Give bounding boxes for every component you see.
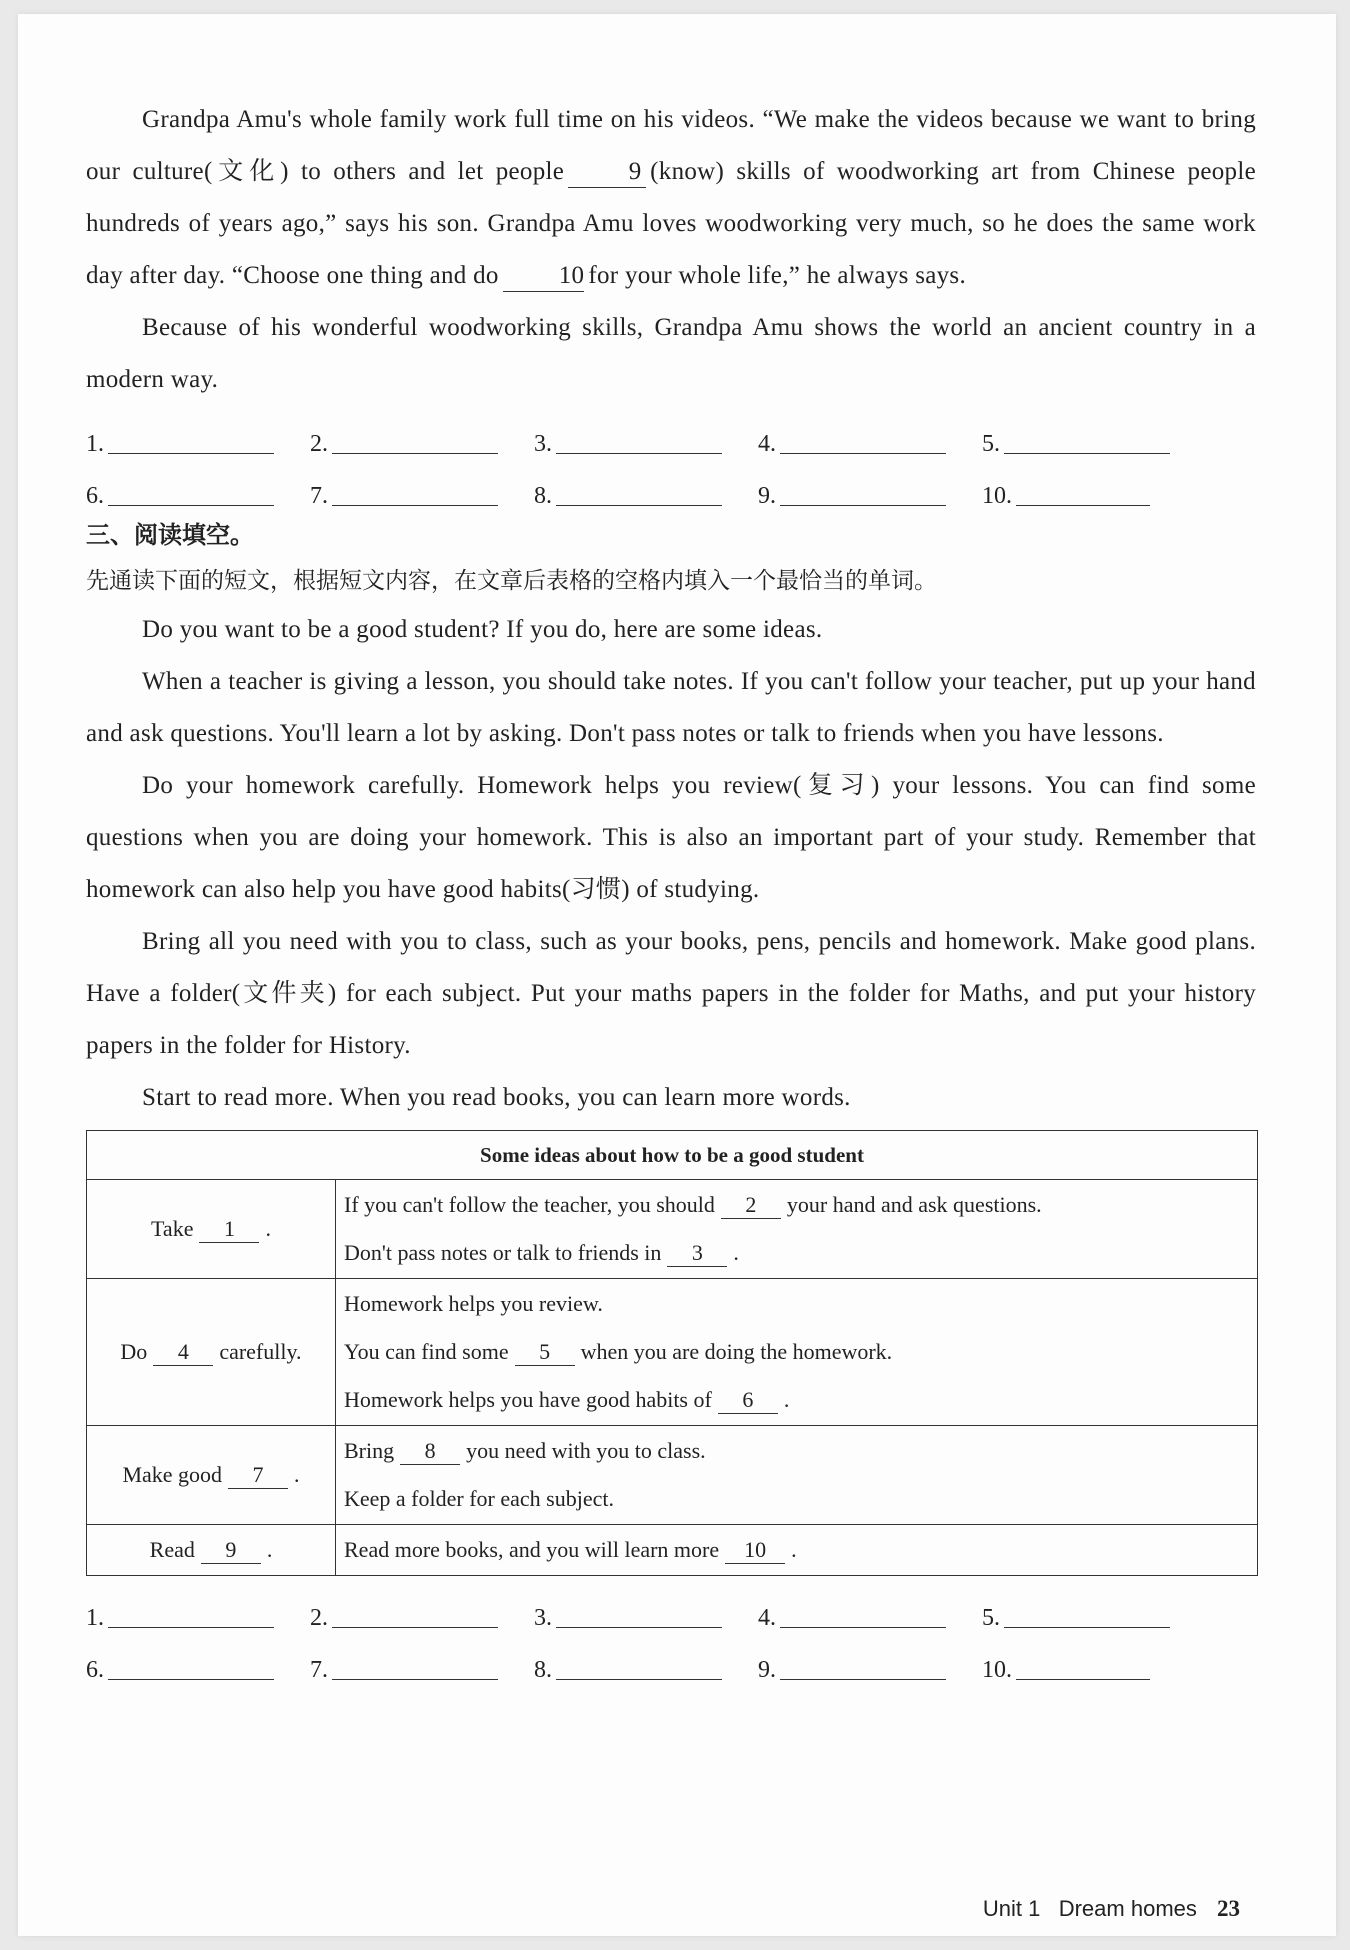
answer-number: 6.: [86, 1657, 104, 1683]
detail-line: [344, 1328, 1256, 1376]
answer-row: [86, 1632, 1256, 1684]
reading-paragraph: Start to read more. When you read books, you can learn more words.: [142, 1084, 851, 1111]
detail-text: .: [791, 1537, 797, 1562]
section-title: 三、阅读填空。: [86, 521, 254, 549]
answer-number: 5.: [982, 1605, 1000, 1631]
table-row: [87, 1180, 1258, 1279]
answer-slot: [534, 1657, 758, 1684]
answer-slot: [758, 1657, 982, 1684]
detail-text: .: [783, 1387, 790, 1412]
detail-text: .: [733, 1240, 739, 1265]
answer-slot: [758, 1605, 982, 1632]
answer-number: 6.: [86, 483, 104, 509]
passage-paragraph-1: [86, 94, 1256, 302]
answer-number: 5.: [982, 431, 1000, 457]
table-blank: 9: [201, 1537, 261, 1564]
detail-text: Homework helps you have good habits of: [344, 1387, 712, 1412]
answer-slot: [310, 1657, 534, 1684]
unit-title: Dream homes: [1058, 1896, 1197, 1921]
answer-number: 4.: [758, 1605, 776, 1631]
idea-text: Read: [149, 1536, 195, 1562]
reading-paragraph: Do you want to be a good student? If you do, here are some ideas.: [142, 616, 823, 643]
answer-line: [108, 1678, 274, 1680]
answer-slot: [86, 431, 310, 458]
workbook-page: [18, 14, 1336, 1936]
table-header: Some ideas about how to be a good student: [87, 1131, 1258, 1180]
page-number: 23: [1217, 1896, 1240, 1921]
idea-text: carefully.: [219, 1338, 302, 1364]
table-blank: 4: [153, 1339, 213, 1366]
reading-passage: [86, 604, 1256, 1124]
answer-grid-top: [86, 406, 1256, 510]
detail-cell: [336, 1180, 1258, 1279]
detail-text: when you are doing the homework.: [580, 1339, 893, 1364]
answer-line: [780, 1678, 946, 1680]
answer-number: 2.: [310, 431, 328, 457]
detail-text: you need with you to class.: [466, 1438, 706, 1463]
table-blank: 8: [400, 1438, 460, 1465]
idea-text: Make good: [122, 1461, 223, 1487]
detail-cell: [336, 1426, 1258, 1525]
answer-slot: [86, 1657, 310, 1684]
detail-cell: [336, 1279, 1258, 1426]
answer-slot: [534, 431, 758, 458]
page-content: [86, 94, 1256, 1684]
answer-number: 7.: [310, 483, 328, 509]
answer-slot: [758, 431, 982, 458]
answer-slot: [982, 1605, 1206, 1632]
answer-number: 1.: [86, 431, 104, 457]
answer-line: [556, 1678, 722, 1680]
detail-line: [344, 1181, 1256, 1229]
answer-line: [780, 452, 946, 454]
table-blank: 7: [228, 1462, 288, 1489]
answer-slot: [534, 1605, 758, 1632]
ideas-table: [86, 1130, 1258, 1576]
idea-cell: [87, 1180, 336, 1279]
answer-slot: [534, 483, 758, 510]
detail-text: Keep a folder for each subject.: [344, 1486, 614, 1511]
detail-line: [344, 1229, 1256, 1277]
table-blank: 2: [721, 1192, 781, 1219]
answer-line: [780, 1626, 946, 1628]
idea-text: .: [294, 1461, 300, 1487]
answer-line: [1016, 504, 1150, 506]
answer-number: 10.: [982, 483, 1012, 509]
answer-line: [1004, 1626, 1170, 1628]
answer-row: [86, 406, 1256, 458]
answer-line: [332, 1626, 498, 1628]
answer-line: [108, 1626, 274, 1628]
detail-text: If you can't follow the teacher, you should: [344, 1192, 715, 1217]
passage-text: (know) skills of woodworking art from Chinese people hundreds of years ago,” says his son. Grandpa Amu loves woodworking very much, so he does the same work day after day. “Choose one thing and do: [86, 158, 1256, 289]
answer-line: [332, 1678, 498, 1680]
table-blank: 6: [718, 1387, 778, 1414]
detail-cell: [336, 1525, 1258, 1576]
idea-text: .: [266, 1536, 273, 1562]
detail-text: your hand and ask questions.: [786, 1192, 1042, 1217]
answer-number: 9.: [758, 1657, 776, 1683]
answer-slot: [310, 431, 534, 458]
idea-text: Take: [151, 1215, 194, 1241]
detail-line: [344, 1475, 1256, 1523]
idea-cell: [87, 1525, 336, 1576]
unit-label: Unit 1: [982, 1896, 1041, 1921]
detail-line: [344, 1427, 1256, 1475]
idea-cell: [87, 1279, 336, 1426]
answer-row: [86, 1580, 1256, 1632]
answer-number: 3.: [534, 1605, 552, 1631]
blank-10: 10: [503, 261, 585, 292]
detail-line: [344, 1526, 1256, 1574]
detail-line: [344, 1376, 1256, 1424]
answer-number: 3.: [534, 431, 552, 457]
answer-slot: [982, 1657, 1206, 1684]
answer-slot: [982, 483, 1206, 510]
answer-row: [86, 458, 1256, 510]
table-row: [87, 1525, 1258, 1576]
answer-number: 8.: [534, 1657, 552, 1683]
answer-line: [332, 504, 498, 506]
answer-slot: [758, 483, 982, 510]
answer-line: [556, 1626, 722, 1628]
detail-text: Bring: [344, 1438, 395, 1463]
blank-9: 9: [568, 157, 646, 188]
answer-line: [556, 504, 722, 506]
passage-paragraph-2: Because of his wonderful woodworking skills, Grandpa Amu shows the world an ancient country in a modern way.: [86, 314, 1256, 393]
answer-line: [108, 452, 274, 454]
answer-line: [1004, 452, 1170, 454]
detail-text: Don't pass notes or talk to friends in: [344, 1240, 662, 1265]
answer-number: 1.: [86, 1605, 104, 1631]
answer-line: [1016, 1678, 1150, 1680]
answer-slot: [310, 483, 534, 510]
answer-line: [556, 452, 722, 454]
detail-line: [344, 1280, 1256, 1328]
detail-text: Homework helps you review.: [344, 1291, 603, 1316]
table-blank: 3: [667, 1240, 727, 1267]
answer-line: [108, 504, 274, 506]
table-blank: 1: [199, 1216, 259, 1243]
answer-line: [332, 452, 498, 454]
reading-paragraph: When a teacher is giving a lesson, you should take notes. If you can't follow your teacher, put up your hand and ask questions. You'll learn a lot by asking. Don't pass notes or talk to friends when you have lessons.: [86, 668, 1256, 747]
reading-paragraph: Bring all you need with you to class, such as your books, pens, pencils and homework. Make good plans. Have a folder(文件夹) for each subject. Put your maths papers in the folder for Maths, and put your history papers in the folder for History.: [86, 928, 1256, 1059]
idea-text: Do: [120, 1338, 148, 1364]
reading-paragraph: Do your homework carefully. Homework helps you review(复习) your lessons. You can find some questions when you are doing your homework. This is also an important part of your study. Remember that homework can also help you have good habits(习惯) of studying.: [86, 772, 1256, 903]
passage-text: for your whole life,” he always says.: [588, 262, 967, 289]
answer-number: 4.: [758, 431, 776, 457]
table-blank: 5: [515, 1339, 575, 1366]
idea-cell: [87, 1426, 336, 1525]
idea-text: .: [265, 1215, 271, 1241]
answer-line: [780, 504, 946, 506]
answer-slot: [86, 483, 310, 510]
answer-slot: [310, 1605, 534, 1632]
page-footer: [983, 1896, 1240, 1922]
detail-text: You can find some: [344, 1339, 509, 1364]
answer-number: 7.: [310, 1657, 328, 1683]
table-row: [87, 1279, 1258, 1426]
section-instruction: 先通读下面的短文，根据短文内容，在文章后表格的空格内填入一个最恰当的单词。: [86, 568, 937, 594]
answer-number: 2.: [310, 1605, 328, 1631]
answer-slot: [86, 1605, 310, 1632]
answer-number: 9.: [758, 483, 776, 509]
table-blank: 10: [725, 1537, 785, 1564]
detail-text: Read more books, and you will learn more: [344, 1537, 720, 1562]
table-row: [87, 1426, 1258, 1525]
passage-text: Grandpa Amu's whole family work full time on his videos. “We make the videos because we want to bring our culture(文化) to others and let people: [86, 106, 1256, 185]
answer-slot: [982, 431, 1206, 458]
answer-grid-bottom: [86, 1580, 1256, 1684]
answer-number: 8.: [534, 483, 552, 509]
answer-number: 10.: [982, 1657, 1012, 1683]
